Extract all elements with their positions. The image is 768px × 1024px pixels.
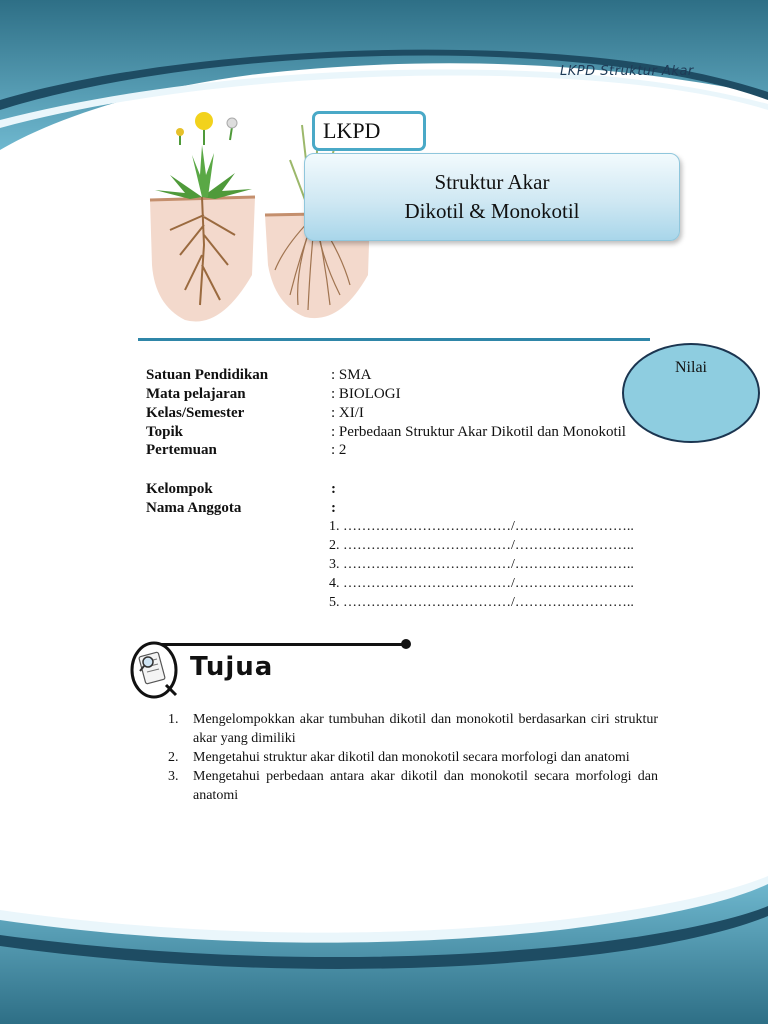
tujuan-rule (160, 643, 405, 646)
title-box (304, 153, 680, 241)
lkpd-badge: LKPD (312, 111, 426, 151)
goal-item (168, 748, 658, 767)
tujuan-heading: Tujua (190, 652, 274, 682)
member-line-2: 2. ………………………………/…………………….. (329, 538, 634, 553)
goal-number: 3. (168, 769, 179, 784)
member-line-3: 3. ………………………………/…………………….. (329, 557, 634, 572)
group-label: Kelompok (146, 481, 213, 497)
info-value-kelas: : XI/I (331, 405, 364, 421)
score-label: Nilai (675, 359, 707, 376)
info-label-satuan: Satuan Pendidikan (146, 367, 269, 383)
info-value-satuan: : SMA (331, 367, 372, 383)
member-line-1: 1. ………………………………/…………………….. (329, 519, 634, 534)
title-line-2: Dikotil & Monokotil (404, 199, 580, 223)
info-value-topik: : Perbedaan Struktur Akar Dikotil dan Monokotil (331, 424, 626, 440)
tujuan-rule-dot (401, 639, 411, 649)
goal-number: 1. (168, 712, 179, 727)
group-colon: : (331, 481, 336, 497)
clipboard-magnifier-icon (130, 640, 180, 700)
goal-number: 2. (168, 750, 179, 765)
info-value-mapel: : BIOLOGI (331, 386, 401, 402)
member-line-5: 5. ………………………………/…………………….. (329, 595, 634, 610)
goals-list (168, 710, 658, 805)
info-value-pertemuan: : 2 (331, 442, 347, 458)
goal-text: Mengelompokkan akar tumbuhan dikotil dan monokotil berdasarkan ciri struktur akar yang dimiliki (193, 712, 658, 746)
section-divider (138, 338, 650, 341)
goal-item (168, 767, 658, 805)
member-line-4: 4. ………………………………/…………………….. (329, 576, 634, 591)
goal-item (168, 710, 658, 748)
info-label-topik: Topik (146, 424, 183, 440)
score-ellipse (622, 343, 760, 443)
goal-text: Mengetahui struktur akar dikotil dan monokotil secara morfologi dan anatomi (193, 750, 630, 765)
title-line-1: Struktur Akar (434, 170, 550, 194)
members-colon: : (331, 500, 336, 516)
footer-wave-decoration (0, 860, 768, 1024)
info-label-pertemuan: Pertemuan (146, 442, 217, 458)
goal-text: Mengetahui perbedaan antara akar dikotil dan monokotil secara morfologi dan anatomi (193, 769, 658, 803)
info-label-kelas: Kelas/Semester (146, 405, 245, 421)
members-label: Nama Anggota (146, 500, 242, 516)
running-header: LKPD Struktur Akar (560, 64, 694, 79)
info-label-mapel: Mata pelajaran (146, 386, 246, 402)
